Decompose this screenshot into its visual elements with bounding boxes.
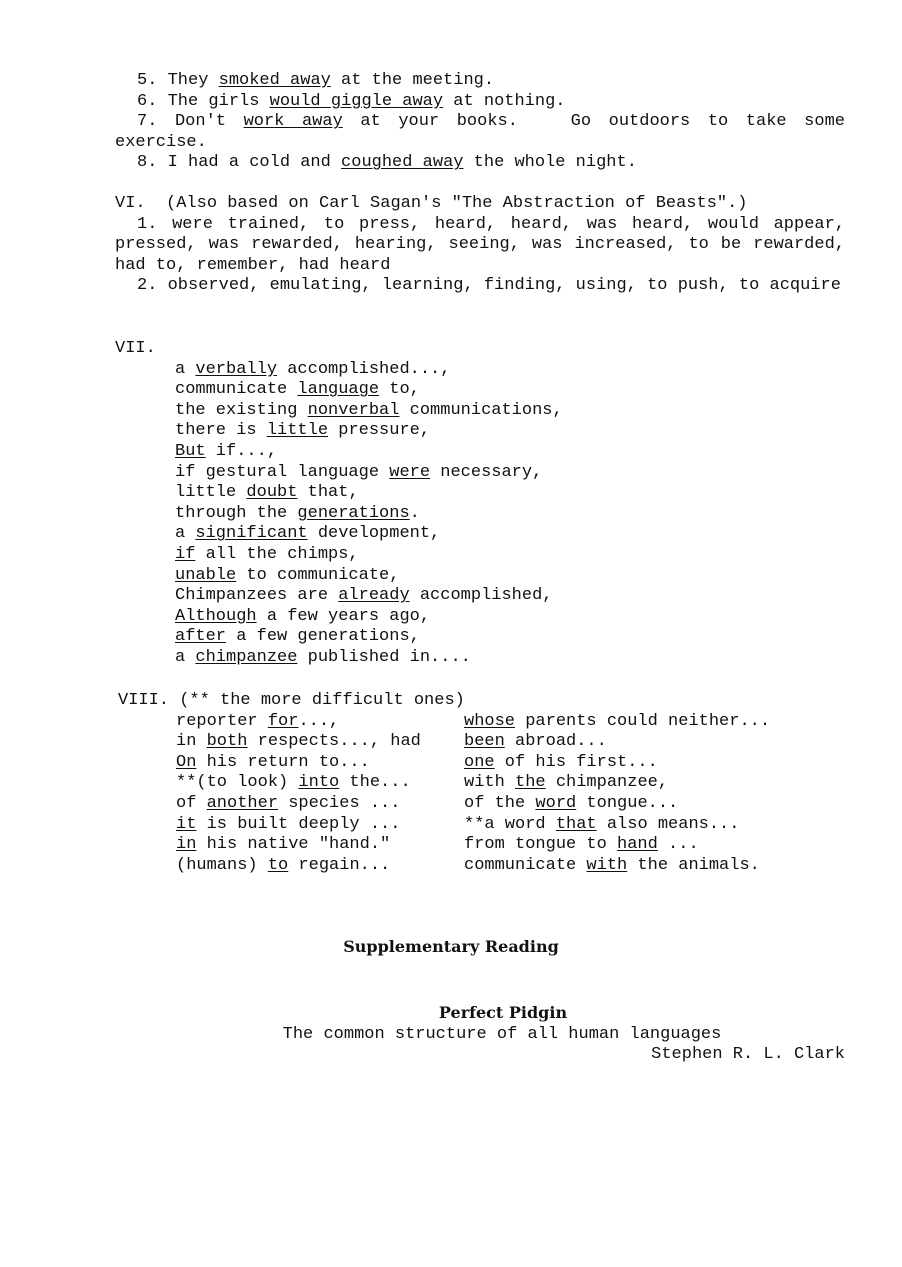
list-item: 6. The girls would giggle away at nothing. (137, 91, 566, 111)
underlined-answer: unable (175, 565, 237, 585)
answer-line: On his return to... (176, 752, 370, 772)
answer-line: in his native "hand." (176, 835, 391, 855)
answer-line: if gestural language were necessary, (175, 462, 543, 482)
answer-line: with the chimpanzee, (464, 773, 669, 793)
answer-line: unable to communicate, (175, 565, 400, 585)
section-vi (115, 194, 845, 297)
answer-line: a chimpanzee published in.... (175, 647, 471, 667)
answer-line: Chimpanzees are already accomplished, (175, 586, 553, 606)
underlined-answer: word (535, 793, 577, 813)
underlined-answer: already (338, 586, 410, 606)
answer-list (115, 360, 845, 669)
section-viii (115, 691, 845, 712)
section-v (115, 71, 856, 174)
answer-column-left (176, 712, 456, 877)
underlined-answer: one (464, 752, 495, 772)
list-item: 7. Don't work away at your books. Go outdoors to take some exercise. (115, 112, 856, 152)
reading-author: Stephen R. L. Clark (651, 1045, 845, 1064)
underlined-answer: significant (195, 524, 308, 544)
underlined-answer: if (175, 544, 196, 564)
underlined-answer: little (266, 421, 329, 441)
answer-line: it is built deeply ... (176, 814, 401, 834)
underlined-answer: that (555, 814, 597, 834)
answer-line: (humans) to regain... (176, 855, 391, 875)
answer-line: after a few generations, (175, 627, 420, 647)
reading-subtitle: The common structure of all human languages (282, 1025, 722, 1044)
supplementary-heading: Supplementary Reading (343, 937, 559, 956)
answer-line: **(to look) into the... (176, 773, 411, 793)
underlined-answer: doubt (246, 483, 298, 503)
underlined-answer: to (267, 855, 289, 875)
answer-line: the existing nonverbal communications, (175, 400, 563, 420)
underlined-answer: whose (464, 711, 516, 731)
answer-line: communicate language to, (175, 380, 420, 400)
underlined-answer: hand (617, 835, 658, 855)
underlined-answer: the (515, 773, 546, 793)
underlined-answer: for (267, 711, 299, 731)
answer-line: But if..., (175, 441, 278, 461)
underlined-answer: another (206, 793, 279, 813)
answer-line: a significant development, (175, 524, 441, 544)
reading-title: Perfect Pidgin (438, 1003, 568, 1022)
underlined-answer: generations (297, 503, 410, 523)
answer-line: of the word tongue... (464, 793, 679, 813)
underlined-answer: into (298, 773, 340, 793)
section-heading: VIII. (** the more difficult ones) (118, 691, 465, 710)
answer-line: Although a few years ago, (175, 606, 431, 626)
answer-line: there is little pressure, (175, 421, 431, 441)
underlined-answer: On (176, 752, 197, 772)
answer-line: in both respects..., had (176, 732, 421, 752)
answer-line: little doubt that, (175, 483, 359, 503)
underlined-answer: language (297, 380, 380, 400)
answer-line: through the generations. (175, 503, 420, 523)
underlined-answer: it (176, 814, 197, 834)
underlined-answer: with (586, 855, 628, 875)
underlined-answer: nonverbal (307, 400, 400, 420)
answer-line: whose parents could neither... (464, 711, 771, 731)
answer-column-right (464, 712, 864, 877)
underlined-answer: after (175, 627, 227, 647)
answer-line: one of his first... (464, 752, 658, 772)
section-vii (115, 339, 845, 669)
answer-line: a verbally accomplished..., (175, 359, 451, 379)
underlined-answer: in (176, 835, 197, 855)
answer-line: **a word that also means... (464, 814, 740, 834)
list-item: 5. They smoked away at the meeting. (137, 71, 495, 90)
answer-line: if all the chimps, (175, 544, 359, 564)
underlined-answer: verbally (195, 359, 278, 379)
underlined-answer: chimpanzee (195, 647, 298, 667)
list-item: 2. observed, emulating, learning, finding, using, to push, to acquire (137, 276, 841, 296)
underlined-answer: would giggle away (269, 91, 444, 111)
section-heading: VII. (115, 339, 156, 358)
answer-line: communicate with the animals. (464, 855, 760, 875)
underlined-answer: But (175, 441, 206, 461)
underlined-answer: coughed away (341, 153, 464, 173)
underlined-answer: been (464, 732, 505, 752)
answer-line: of another species ... (176, 793, 401, 813)
answer-line: from tongue to hand ... (464, 835, 699, 855)
answer-line: reporter for..., (176, 711, 340, 731)
list-item: 8. I had a cold and coughed away the whole night. (137, 153, 637, 173)
underlined-answer: Although (175, 606, 257, 626)
section-heading: VI. (Also based on Carl Sagan's "The Abstraction of Beasts".) (115, 194, 748, 213)
underlined-answer: both (206, 732, 248, 752)
underlined-answer: smoked away (218, 71, 331, 90)
underlined-answer: work away (243, 112, 343, 132)
list-item: 1. were trained, to press, heard, heard, was heard, would appear, pressed, was rewarded, hearing, seeing, was increased, to be rewarded, had to, remember, had heard (115, 214, 845, 275)
underlined-answer: were (389, 462, 431, 482)
answer-line: been abroad... (464, 732, 607, 752)
